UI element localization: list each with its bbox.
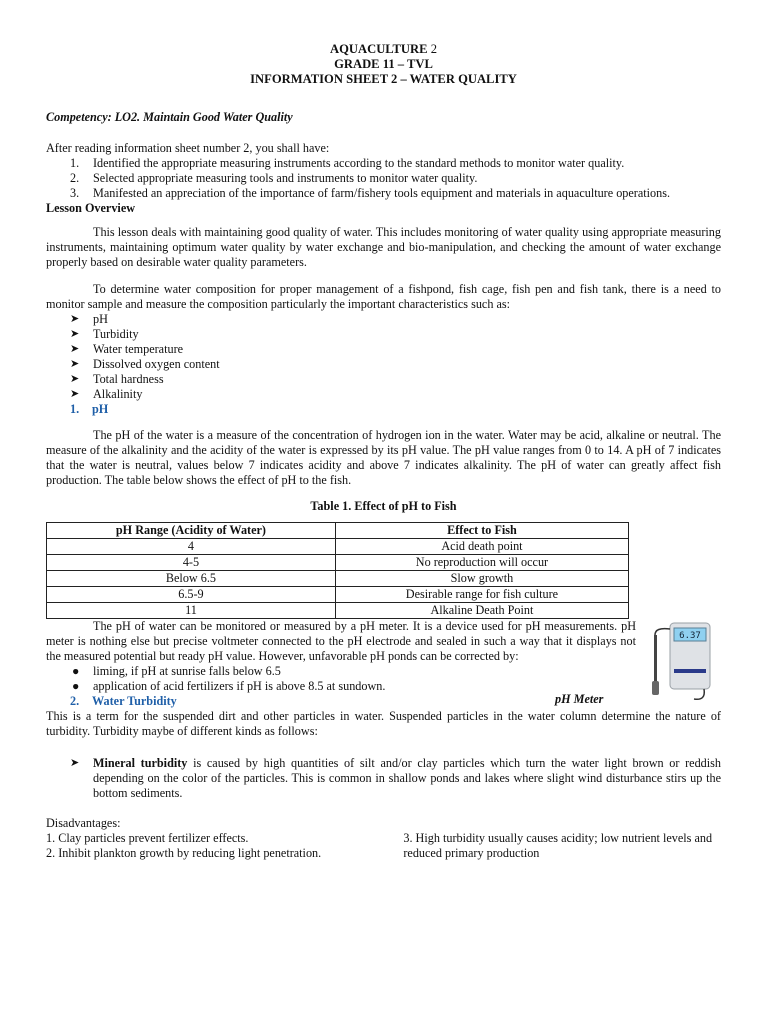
arrow-bullet-icon: ➤ bbox=[70, 313, 80, 325]
arrow-bullet-icon: ➤ bbox=[70, 343, 80, 355]
disadvantages-columns bbox=[46, 831, 721, 861]
disadvantages-right: 3. High turbidity usually causes acidity; low nutrient levels and reduced primary production bbox=[403, 831, 713, 860]
disadvantages-heading: Disadvantages: bbox=[46, 816, 121, 830]
list-item: ➤ Alkalinity bbox=[70, 387, 143, 401]
overview-paragraph-2: To determine water composition for proper management of a fishpond, fish cage, fish pen and fish tank, there is a need to monitor sample and measure the composition particularly the important characteristics such as: bbox=[46, 282, 721, 311]
ph-paragraph: The pH of the water is a measure of the concentration of hydrogen ion in the water. Water may be acid, alkaline or neutral. The measure of the alkalinity and the acidity of the water is expressed by its pH value. The pH value ranges from 0 to 14. A pH of 7 indicates that the water is neutral, values below 7 indicates acidity and above 7 indicates alkalinity. The pH of water can greatly affect fish production. The table below shows the effect of pH to the fish. bbox=[46, 428, 721, 487]
section-heading-turbidity: 2. Water Turbidity bbox=[70, 694, 177, 708]
characteristics-list bbox=[46, 312, 721, 402]
course-title: AQUACULTURE bbox=[330, 42, 428, 56]
overview-paragraph-1: This lesson deals with maintaining good quality of water. This includes monitoring of water quality using appropriate measuring instruments, maintaining optimum water quality by water exchange and bio-manipulation, and checking the amount of water exchange properly based on desirable water quality parameters. bbox=[46, 225, 721, 269]
arrow-bullet-icon: ➤ bbox=[70, 358, 80, 370]
turbidity-paragraph: This is a term for the suspended dirt and other particles in water. Suspended particles in the water column determine the nature of turbidity. Turbidity maybe of different kinds as follows: bbox=[46, 709, 721, 738]
list-item: ● liming, if pH at sunrise falls below 6.5 bbox=[72, 664, 281, 678]
table-row: 6.5-9 Desirable range for fish culture bbox=[47, 587, 629, 603]
ph-meter-image bbox=[644, 619, 714, 705]
table-header-row bbox=[47, 523, 629, 539]
list-item: ➤ Total hardness bbox=[70, 372, 164, 386]
table-row: 4 Acid death point bbox=[47, 539, 629, 555]
lesson-overview-heading: Lesson Overview bbox=[46, 201, 136, 215]
objective-item: 3. Manifested an appreciation of the importance of farm/fishery tools equipment and materials in aquaculture operations. bbox=[70, 186, 671, 200]
arrow-bullet-icon: ➤ bbox=[70, 373, 80, 385]
arrow-bullet-icon: ➤ bbox=[70, 388, 80, 400]
meter-display-reading: 6.37 bbox=[679, 631, 701, 641]
table-row: 4-5 No reproduction will occur bbox=[47, 555, 629, 571]
bullet-icon: ● bbox=[72, 679, 80, 693]
section-heading-ph: 1. pH bbox=[70, 402, 109, 416]
list-item: ➤ Turbidity bbox=[70, 327, 139, 341]
ph-meter-paragraph: The pH of water can be monitored or measured by a pH meter. It is a device used for pH measurements. pH meter is nothing else but precise voltmeter connected to the pH electrode and sealed in such a way that it displays not the measured potential but ready pH value. However, unfavorable pH ponds can be corrected by: bbox=[46, 619, 636, 663]
disadvantages-left: 1. Clay particles prevent fertilizer effects. 2. Inhibit plankton growth by reducing light penetration. bbox=[46, 831, 322, 860]
competency-line: Competency: LO2. Maintain Good Water Quality bbox=[46, 110, 293, 124]
bullet-icon: ● bbox=[72, 664, 80, 678]
arrow-bullet-icon: ➤ bbox=[70, 757, 80, 769]
list-item: ➤ pH bbox=[70, 312, 108, 326]
table-row: Below 6.5 Slow growth bbox=[47, 571, 629, 587]
mineral-turbidity-item: ➤ Mineral turbidity is caused by high quantities of silt and/or clay particles which turn the water light brown or reddish depending on the color of the particles. This is common in shallow ponds and lakes where slight wind disturbance stirs up the bottom sediments. bbox=[70, 756, 721, 800]
column-header: Effect to Fish bbox=[335, 523, 628, 539]
list-item: ➤ Water temperature bbox=[70, 342, 184, 356]
list-item: ➤ Dissolved oxygen content bbox=[70, 357, 220, 371]
objectives-list bbox=[46, 156, 721, 201]
arrow-bullet-icon: ➤ bbox=[70, 328, 80, 340]
objective-item: 1. Identified the appropriate measuring instruments according to the standard methods to monitor water quality. bbox=[70, 156, 625, 170]
ph-effect-table bbox=[46, 522, 629, 619]
table-row: 11 Alkaline Death Point bbox=[47, 603, 629, 619]
corrections-list bbox=[46, 664, 721, 694]
course-number: 2 bbox=[430, 42, 437, 56]
table-caption: Table 1. Effect of pH to Fish bbox=[310, 499, 457, 513]
header-line-1 bbox=[46, 42, 721, 57]
ph-meter-caption: pH Meter bbox=[555, 692, 604, 706]
information-sheet bbox=[46, 42, 721, 861]
objective-item: 2. Selected appropriate measuring tools and instruments to monitor water quality. bbox=[70, 171, 478, 185]
header-line-2: GRADE 11 – TVL bbox=[334, 57, 433, 71]
document-header bbox=[46, 42, 721, 87]
column-header: pH Range (Acidity of Water) bbox=[47, 523, 336, 539]
list-item: ● application of acid fertilizers if pH is above 8.5 at sundown. bbox=[72, 679, 386, 693]
intro-text: After reading information sheet number 2, you shall have: bbox=[46, 141, 330, 155]
header-line-3: INFORMATION SHEET 2 – WATER QUALITY bbox=[250, 72, 517, 86]
